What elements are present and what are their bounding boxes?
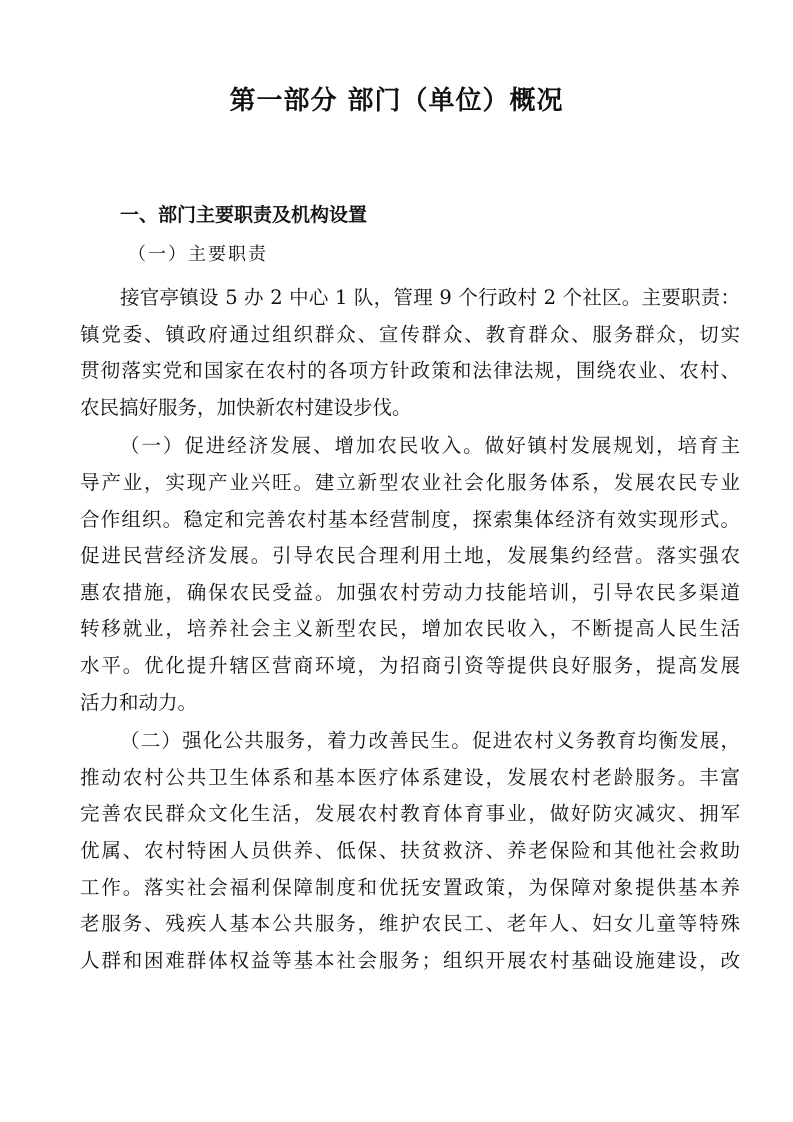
paragraph [80, 428, 740, 721]
text-line: 工作。落实社会福利保障制度和优抚安置政策，为保障对象提供基本养 [80, 875, 740, 899]
text-line: 人群和困难群体权益等基本社会服务；组织开展农村基础设施建设，改 [80, 948, 740, 972]
text-line: 惠农措施，确保农民受益。加强农村劳动力技能培训，引导农民多渠道 [80, 580, 740, 604]
text-line: （二）强化公共服务，着力改善民生。促进农村义务教育均衡发展， [120, 729, 740, 753]
text-line: 转移就业，培养社会主义新型农民，增加农民收入，不断提高人民生活 [80, 617, 740, 641]
section-heading: 一、部门主要职责及机构设置 [120, 204, 368, 226]
document-body [80, 280, 740, 979]
text-line: 农民搞好服务，加快新农村建设步伐。 [80, 395, 412, 419]
text-line: （一）促进经济发展、增加农民收入。做好镇村发展规划，培育主 [120, 434, 740, 458]
text-line: 导产业，实现产业兴旺。建立新型农业社会化服务体系，发展农民专业 [80, 470, 740, 494]
text-line: 促进民营经济发展。引导农民合理利用土地，发展集约经营。落实强农 [80, 544, 740, 568]
text-line: 水平。优化提升辖区营商环境，为招商引资等提供良好服务，提高发展 [80, 653, 740, 677]
paragraph [80, 723, 740, 979]
subsection-heading: （一）主要职责 [128, 244, 268, 265]
text-line: 活力和动力。 [80, 690, 198, 714]
paragraph [80, 280, 740, 426]
text-line: 镇党委、镇政府通过组织群众、宣传群众、教育群众、服务群众，切实 [80, 322, 740, 346]
text-line: 完善农民群众文化生活，发展农村教育体育事业，做好防灾减灾、拥军 [80, 802, 740, 826]
text-line: 老服务、残疾人基本公共服务，维护农民工、老年人、妇女儿童等特殊 [80, 912, 740, 936]
text-line: 贯彻落实党和国家在农村的各项方针政策和法律法规，围绕农业、农村、 [80, 359, 740, 383]
text-line: 推动农村公共卫生体系和基本医疗体系建设，发展农村老龄服务。丰富 [80, 765, 740, 789]
text-line: 接官亭镇设 5 办 2 中心 1 队，管理 9 个行政村 2 个社区。主要职责： [120, 286, 740, 309]
text-line: 优属、农村特困人员供养、低保、扶贫救济、养老保险和其他社会救助 [80, 838, 740, 862]
page-title: 第一部分 部门（单位）概况 [229, 86, 564, 116]
text-line: 合作组织。稳定和完善农村基本经营制度，探索集体经济有效实现形式。 [80, 507, 740, 531]
